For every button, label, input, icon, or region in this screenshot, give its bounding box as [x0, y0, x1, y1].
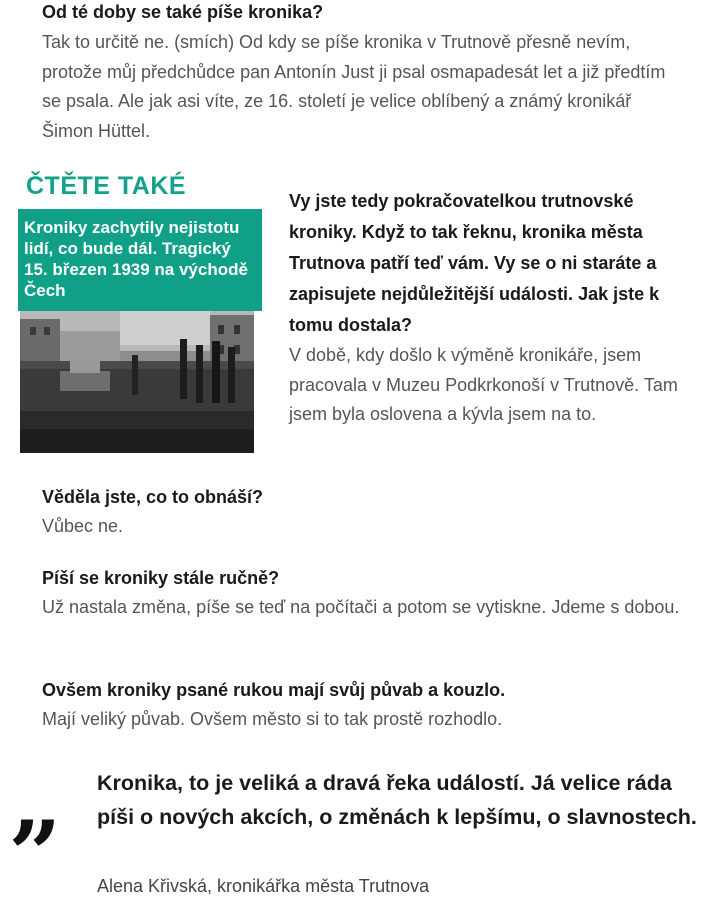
read-also-heading: ČTĚTE TAKÉ	[26, 172, 187, 200]
answer-text: Už nastala změna, píše se teď na počítači a potom se vytiskne. Jdeme s dobou.	[42, 597, 680, 617]
pull-quote-author: Alena Křivská, kronikářka města Trutnova	[97, 876, 430, 896]
quote-mark-icon: „	[10, 748, 57, 856]
question-text: Ovšem kroniky psané rukou mají svůj půvab a kouzlo.	[42, 680, 506, 700]
answer-text: V době, kdy došlo k výměně kronikáře, jsem pracovala v Muzeu Podkrkonoší v Trutnově. Tam jsem byla oslovena a kývla jsem na to.	[289, 345, 678, 424]
qa-block-1	[42, 0, 682, 146]
answer-text: Tak to určitě ne. (smích) Od kdy se píše kronika v Trutnově přesně nevím, protože můj předchůdce pan Antonín Just ji psal osmapadesát let a již předtím se psala. Ale jak asi víte, ze 16. století je velice oblíbený a známý kronikář Šimon Hüttel.	[42, 32, 666, 141]
qa-block-2	[289, 186, 689, 430]
pull-quote-text: Kronika, to je veliká a dravá řeka událostí. Já velice ráda píši o nových akcích, o změnách k lepšímu, o slavnostech.	[97, 771, 697, 829]
question-text: Vy jste tedy pokračovatelkou trutnovské kroniky. Když to tak řeknu, kronika města Trutnova patří teď vám. Vy se o ni staráte a zapisujete nejdůležitější události. Jak jste k tomu dostala?	[289, 191, 660, 335]
question-text: Píší se kroniky stále ručně?	[42, 568, 280, 588]
question-text: Věděla jste, co to obnáší?	[42, 487, 264, 507]
answer-text: Mají veliký půvab. Ovšem město si to tak prostě rozhodlo.	[42, 709, 503, 729]
qa-block-4	[42, 563, 692, 623]
read-also-box[interactable]	[18, 170, 256, 300]
qa-block-3	[42, 482, 692, 542]
teaser-photo[interactable]	[20, 311, 254, 453]
read-also-teaser-link[interactable]: Kroniky zachytily nejistotu lidí, co bude dál. Tragický 15. březen 1939 na východě Čech	[18, 209, 262, 311]
question-text: Od té doby se také píše kronika?	[42, 2, 324, 22]
historical-crowd-photo-icon	[20, 311, 254, 453]
qa-block-5	[42, 675, 692, 735]
answer-text: Vůbec ne.	[42, 516, 124, 536]
